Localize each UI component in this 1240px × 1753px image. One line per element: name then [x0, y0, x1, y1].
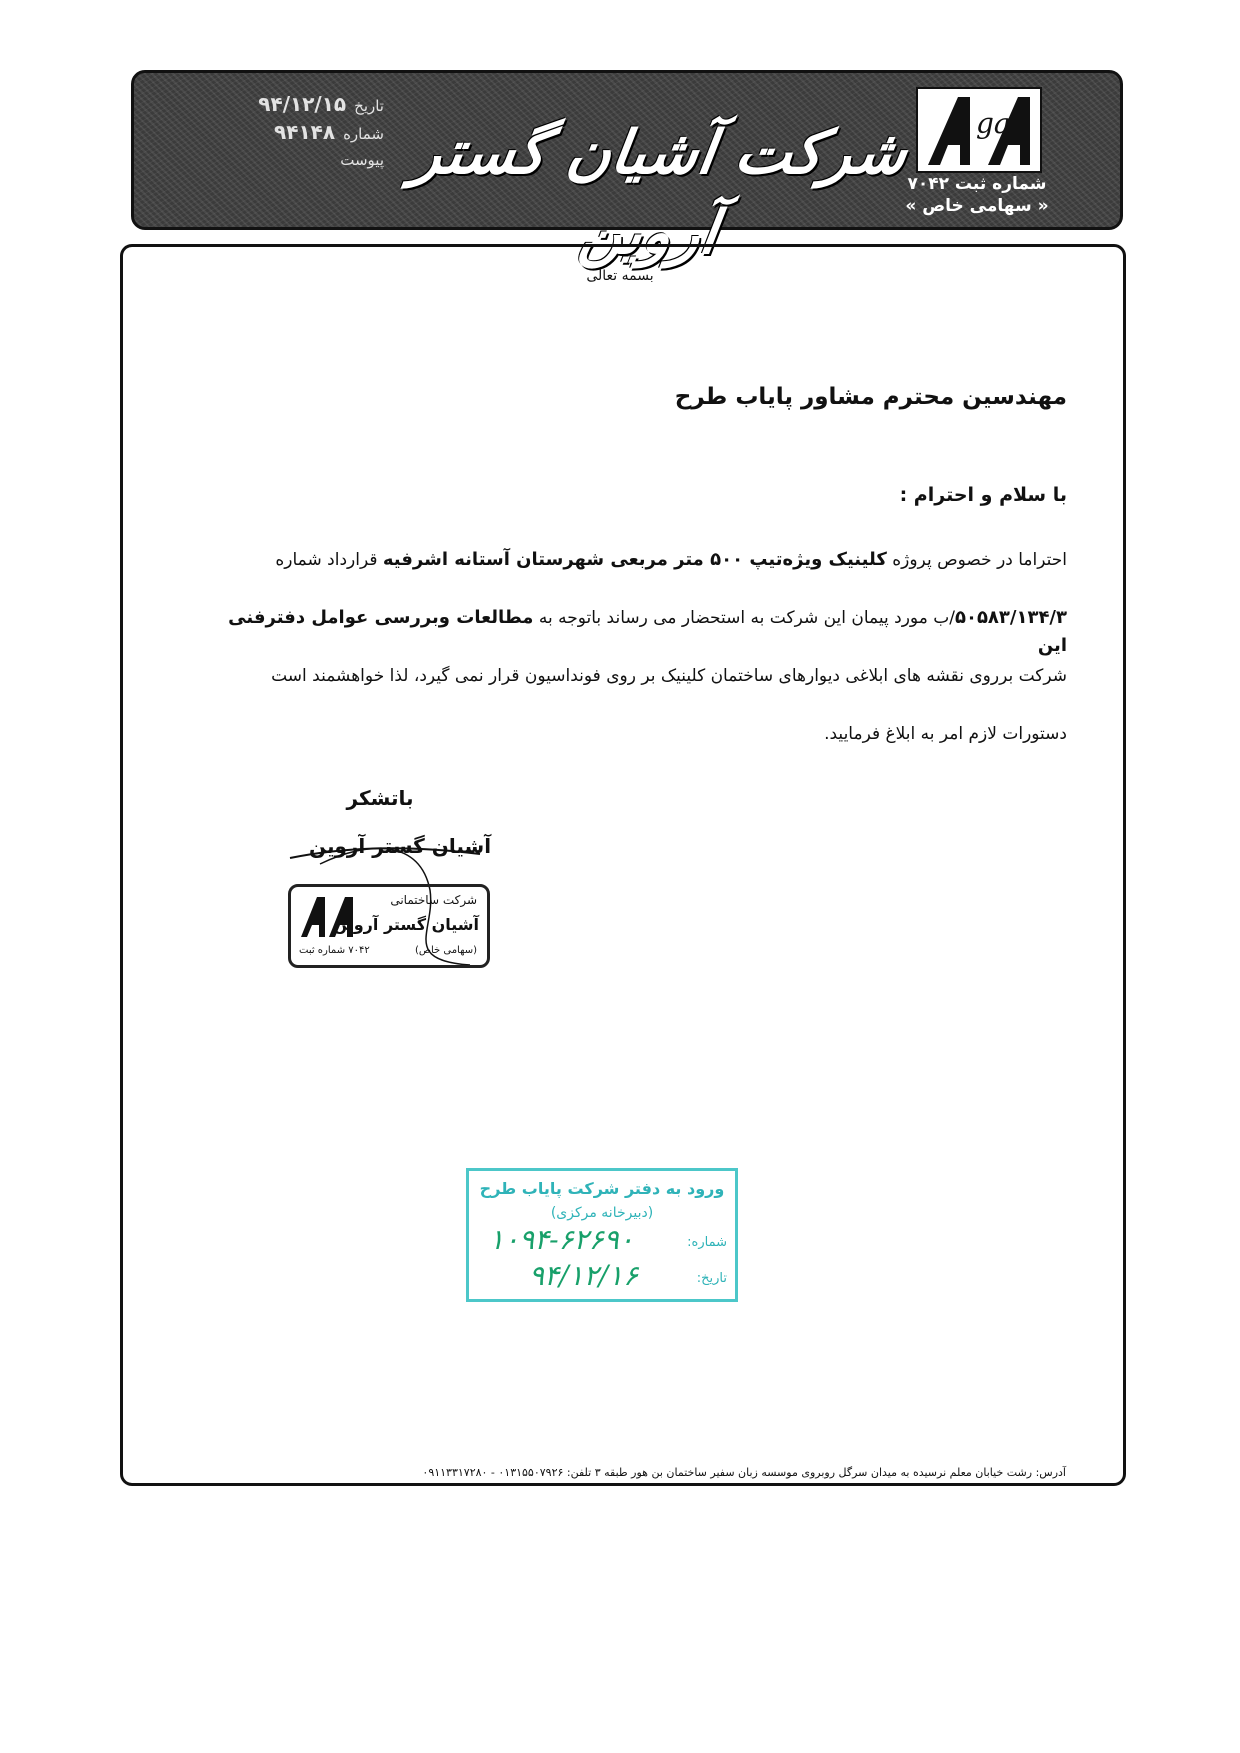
logo-icon [918, 89, 1040, 171]
receipt-title: ورود به دفتر شرکت پایاب طرح [479, 1179, 725, 1198]
body-line-2-b: /ب مورد پیمان این شرکت به استحضار می رساند باتوجه به [533, 608, 955, 628]
footer-address: آدرس: رشت خیابان معلم نرسیده به میدان سرگل روبروی موسسه زبان سفیر ساختمان بن هور طبقه ۳ تلفن: ۰۱۳۱۵۵۰۷۹۲۶ - ۰۹۱۱۳۳۱۷۲۸۰ [422, 1466, 1066, 1479]
letter-meta [144, 91, 384, 173]
date-value: ۹۴/۱۲/۱۵ [258, 92, 347, 116]
stamp-company-name: آشیان گستر آروین [333, 915, 479, 934]
body-line-2 [227, 604, 1067, 660]
receipt-date-label: تاریخ: [696, 1271, 727, 1286]
closing: باتشکر [346, 786, 414, 810]
receipt-stamp [466, 1168, 738, 1302]
greeting: با سلام و احترام : [899, 484, 1067, 506]
letterhead [131, 70, 1123, 268]
date-label: تاریخ [354, 97, 384, 115]
svg-text:ga: ga [976, 107, 1011, 140]
body-line-1 [227, 546, 1067, 574]
stamp-top-text: شرکت ساختمانی [390, 893, 477, 907]
basmala: بسمه تعالی [586, 268, 654, 284]
recipient: مهندسین محترم مشاور پایاب طرح [674, 384, 1067, 410]
company-name: شرکت آشیان گستر آروین [408, 118, 912, 268]
body-line-3: شرکت برروی نقشه های ابلاغی دیوارهای ساختمان کلینیک بر روی فونداسیون قرار نمی گیرد، لذا خواهشمند است [271, 666, 1067, 686]
project-name: کلینیک ویژه‌تیپ ۵۰۰ متر مربعی شهرستان آستانه اشرفیه [382, 549, 887, 570]
number-value: ۹۴۱۴۸ [274, 120, 336, 144]
registration-info [892, 173, 1062, 217]
receipt-number-label: شماره: [687, 1235, 727, 1250]
body-line-1-c: قرارداد شماره [275, 550, 383, 570]
company-logo [916, 87, 1042, 173]
company-stamp [288, 884, 490, 968]
receipt-date-value: ۹۴/۱۲/۱۶ [529, 1259, 639, 1292]
stamp-registration: ۷۰۴۲ شماره ثبت [299, 945, 370, 956]
number-label: شماره [343, 125, 384, 143]
body-line-4: دستورات لازم امر به ابلاغ فرمایید. [824, 724, 1067, 744]
signer-name: آشیان گستر آروین [308, 834, 492, 858]
registration-number: شماره ثبت ۷۰۴۲ [907, 174, 1047, 194]
contract-number: ۵۰۵۸۳/۱۳۴/۳ [954, 607, 1067, 628]
attachment-label: پیوست [340, 151, 384, 169]
stamp-company-type: (سهامی خاص) [414, 945, 477, 956]
body-line-2-c: مطالعات وبررسی عوامل دفترفنی این [228, 607, 1067, 656]
receipt-subtitle: (دبیرخانه مرکزی) [550, 1205, 654, 1221]
body-line-1-a: احتراما در خصوص پروژه [886, 550, 1067, 570]
company-type: « سهامی خاص » [905, 196, 1049, 216]
receipt-number-value: ۱۰۹۴-۶۲۶۹۰ [489, 1223, 634, 1256]
